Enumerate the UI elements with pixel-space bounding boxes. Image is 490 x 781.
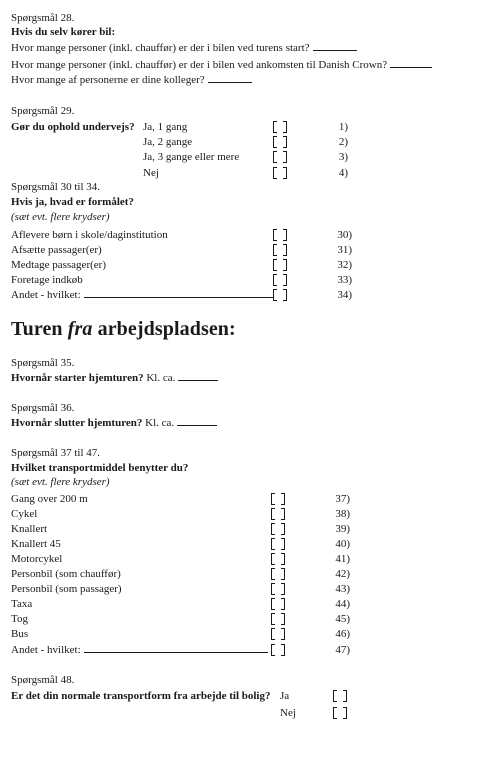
q37-checkbox-6[interactable] <box>271 568 285 580</box>
q37-num-4: 40) <box>335 538 350 550</box>
q30-option-4: Foretage indkøb <box>11 274 83 286</box>
q37-num-7: 43) <box>335 583 350 595</box>
q35-label: Spørgsmål 35. <box>11 357 75 369</box>
q29-checkbox-1[interactable] <box>273 121 287 133</box>
q29-num-1: 1) <box>338 121 348 133</box>
section-heading: Turen fra arbejdspladsen: <box>11 318 236 340</box>
q30-checkbox-5[interactable] <box>273 289 287 301</box>
q37-num-2: 38) <box>335 508 350 520</box>
q37-option-9: Tog <box>11 613 28 625</box>
q29-checkbox-4[interactable] <box>273 167 287 179</box>
q37-checkbox-10[interactable] <box>271 628 285 640</box>
q29-checkbox-2[interactable] <box>273 136 287 148</box>
q48-question: Er det din normale transportform fra arbejde til bolig? <box>11 690 271 702</box>
q30-num-2: 31) <box>337 244 352 256</box>
q29-question: Gør du ophold undervejs? <box>11 121 135 133</box>
q30-other-field[interactable] <box>84 288 274 298</box>
q30-checkbox-3[interactable] <box>273 259 287 271</box>
q29-option-1: Ja, 1 gang <box>143 121 188 133</box>
q29-option-4: Nej <box>143 167 159 179</box>
q30-num-1: 30) <box>337 229 352 241</box>
q37-num-9: 45) <box>335 613 350 625</box>
q37-checkbox-3[interactable] <box>271 523 285 535</box>
q37-checkbox-4[interactable] <box>271 538 285 550</box>
q28-answer-1-field[interactable] <box>313 41 357 51</box>
q37-checkbox-9[interactable] <box>271 613 285 625</box>
q36-label: Spørgsmål 36. <box>11 402 75 414</box>
q37-num-8: 44) <box>335 598 350 610</box>
q37-option-11: Andet - hvilket: <box>11 643 268 657</box>
q30-option-2: Afsætte passager(er) <box>11 244 102 256</box>
q30-note: (sæt evt. flere krydser) <box>11 211 110 223</box>
q29-label: Spørgsmål 29. <box>11 105 75 117</box>
q37-checkbox-2[interactable] <box>271 508 285 520</box>
q37-option-2: Cykel <box>11 508 38 520</box>
q29-checkbox-3[interactable] <box>273 151 287 163</box>
q37-other-field[interactable] <box>84 643 268 653</box>
q28-line-2: Hvor mange personer (inkl. chauffør) er der i bilen ved ankomsten til Danish Crown? <box>11 58 432 72</box>
q35-time-field[interactable] <box>178 371 218 381</box>
q48-yes-label: Ja <box>280 690 290 702</box>
q30-option-3: Medtage passager(er) <box>11 259 106 271</box>
q37-option-8: Taxa <box>11 598 33 610</box>
q37-num-10: 46) <box>335 628 350 640</box>
q30-checkbox-2[interactable] <box>273 244 287 256</box>
q37-num-5: 41) <box>335 553 350 565</box>
q28-answer-2-field[interactable] <box>390 58 432 68</box>
q37-option-10: Bus <box>11 628 29 640</box>
q30-checkbox-4[interactable] <box>273 274 287 286</box>
q30-checkbox-1[interactable] <box>273 229 287 241</box>
q37-checkbox-1[interactable] <box>271 493 285 505</box>
q29-num-3: 3) <box>338 151 348 163</box>
q37-label: Spørgsmål 37 til 47. <box>11 447 101 459</box>
q29-num-4: 4) <box>338 167 348 179</box>
q48-no-label: Nej <box>280 707 296 719</box>
q30-option-5: Andet - hvilket: <box>11 288 274 302</box>
q30-label: Spørgsmål 30 til 34. <box>11 181 101 193</box>
q28-line-1: Hvor mange personer (inkl. chauffør) er der i bilen ved turens start? <box>11 41 357 55</box>
q35-line: Hvornår starter hjemturen? Kl. ca. <box>11 371 218 385</box>
q29-num-2: 2) <box>338 136 348 148</box>
q37-checkbox-7[interactable] <box>271 583 285 595</box>
q28-line-3: Hvor mange af personerne er dine kolleger? <box>11 73 252 87</box>
q37-checkbox-8[interactable] <box>271 598 285 610</box>
q37-num-11: 47) <box>335 644 350 656</box>
q36-line: Hvornår slutter hjemturen? Kl. ca. <box>11 416 217 430</box>
q28-title: Hvis du selv kører bil: <box>11 26 116 38</box>
q28-label: Spørgsmål 28. <box>11 12 75 24</box>
q37-checkbox-5[interactable] <box>271 553 285 565</box>
q30-num-5: 34) <box>337 289 352 301</box>
q37-note: (sæt evt. flere krydser) <box>11 476 110 488</box>
q48-yes-checkbox[interactable] <box>333 690 347 702</box>
q37-title: Hvilket transportmiddel benytter du? <box>11 462 189 474</box>
q28-answer-3-field[interactable] <box>208 73 252 83</box>
q30-title: Hvis ja, hvad er formålet? <box>11 196 134 208</box>
q48-label: Spørgsmål 48. <box>11 674 75 686</box>
q37-checkbox-11[interactable] <box>271 644 285 656</box>
q37-option-3: Knallert <box>11 523 48 535</box>
q37-option-7: Personbil (som passager) <box>11 583 122 595</box>
q29-option-3: Ja, 3 gange eller mere <box>143 151 240 163</box>
q37-num-1: 37) <box>335 493 350 505</box>
q37-option-5: Motorcykel <box>11 553 63 565</box>
q30-num-3: 32) <box>337 259 352 271</box>
q29-option-2: Ja, 2 gange <box>143 136 193 148</box>
q30-option-1: Aflevere børn i skole/daginstitution <box>11 229 168 241</box>
q37-option-4: Knallert 45 <box>11 538 61 550</box>
q36-time-field[interactable] <box>177 416 217 426</box>
q37-option-1: Gang over 200 m <box>11 493 88 505</box>
q30-num-4: 33) <box>337 274 352 286</box>
q48-no-checkbox[interactable] <box>333 707 347 719</box>
q37-num-3: 39) <box>335 523 350 535</box>
q37-option-6: Personbil (som chauffør) <box>11 568 121 580</box>
q37-num-6: 42) <box>335 568 350 580</box>
